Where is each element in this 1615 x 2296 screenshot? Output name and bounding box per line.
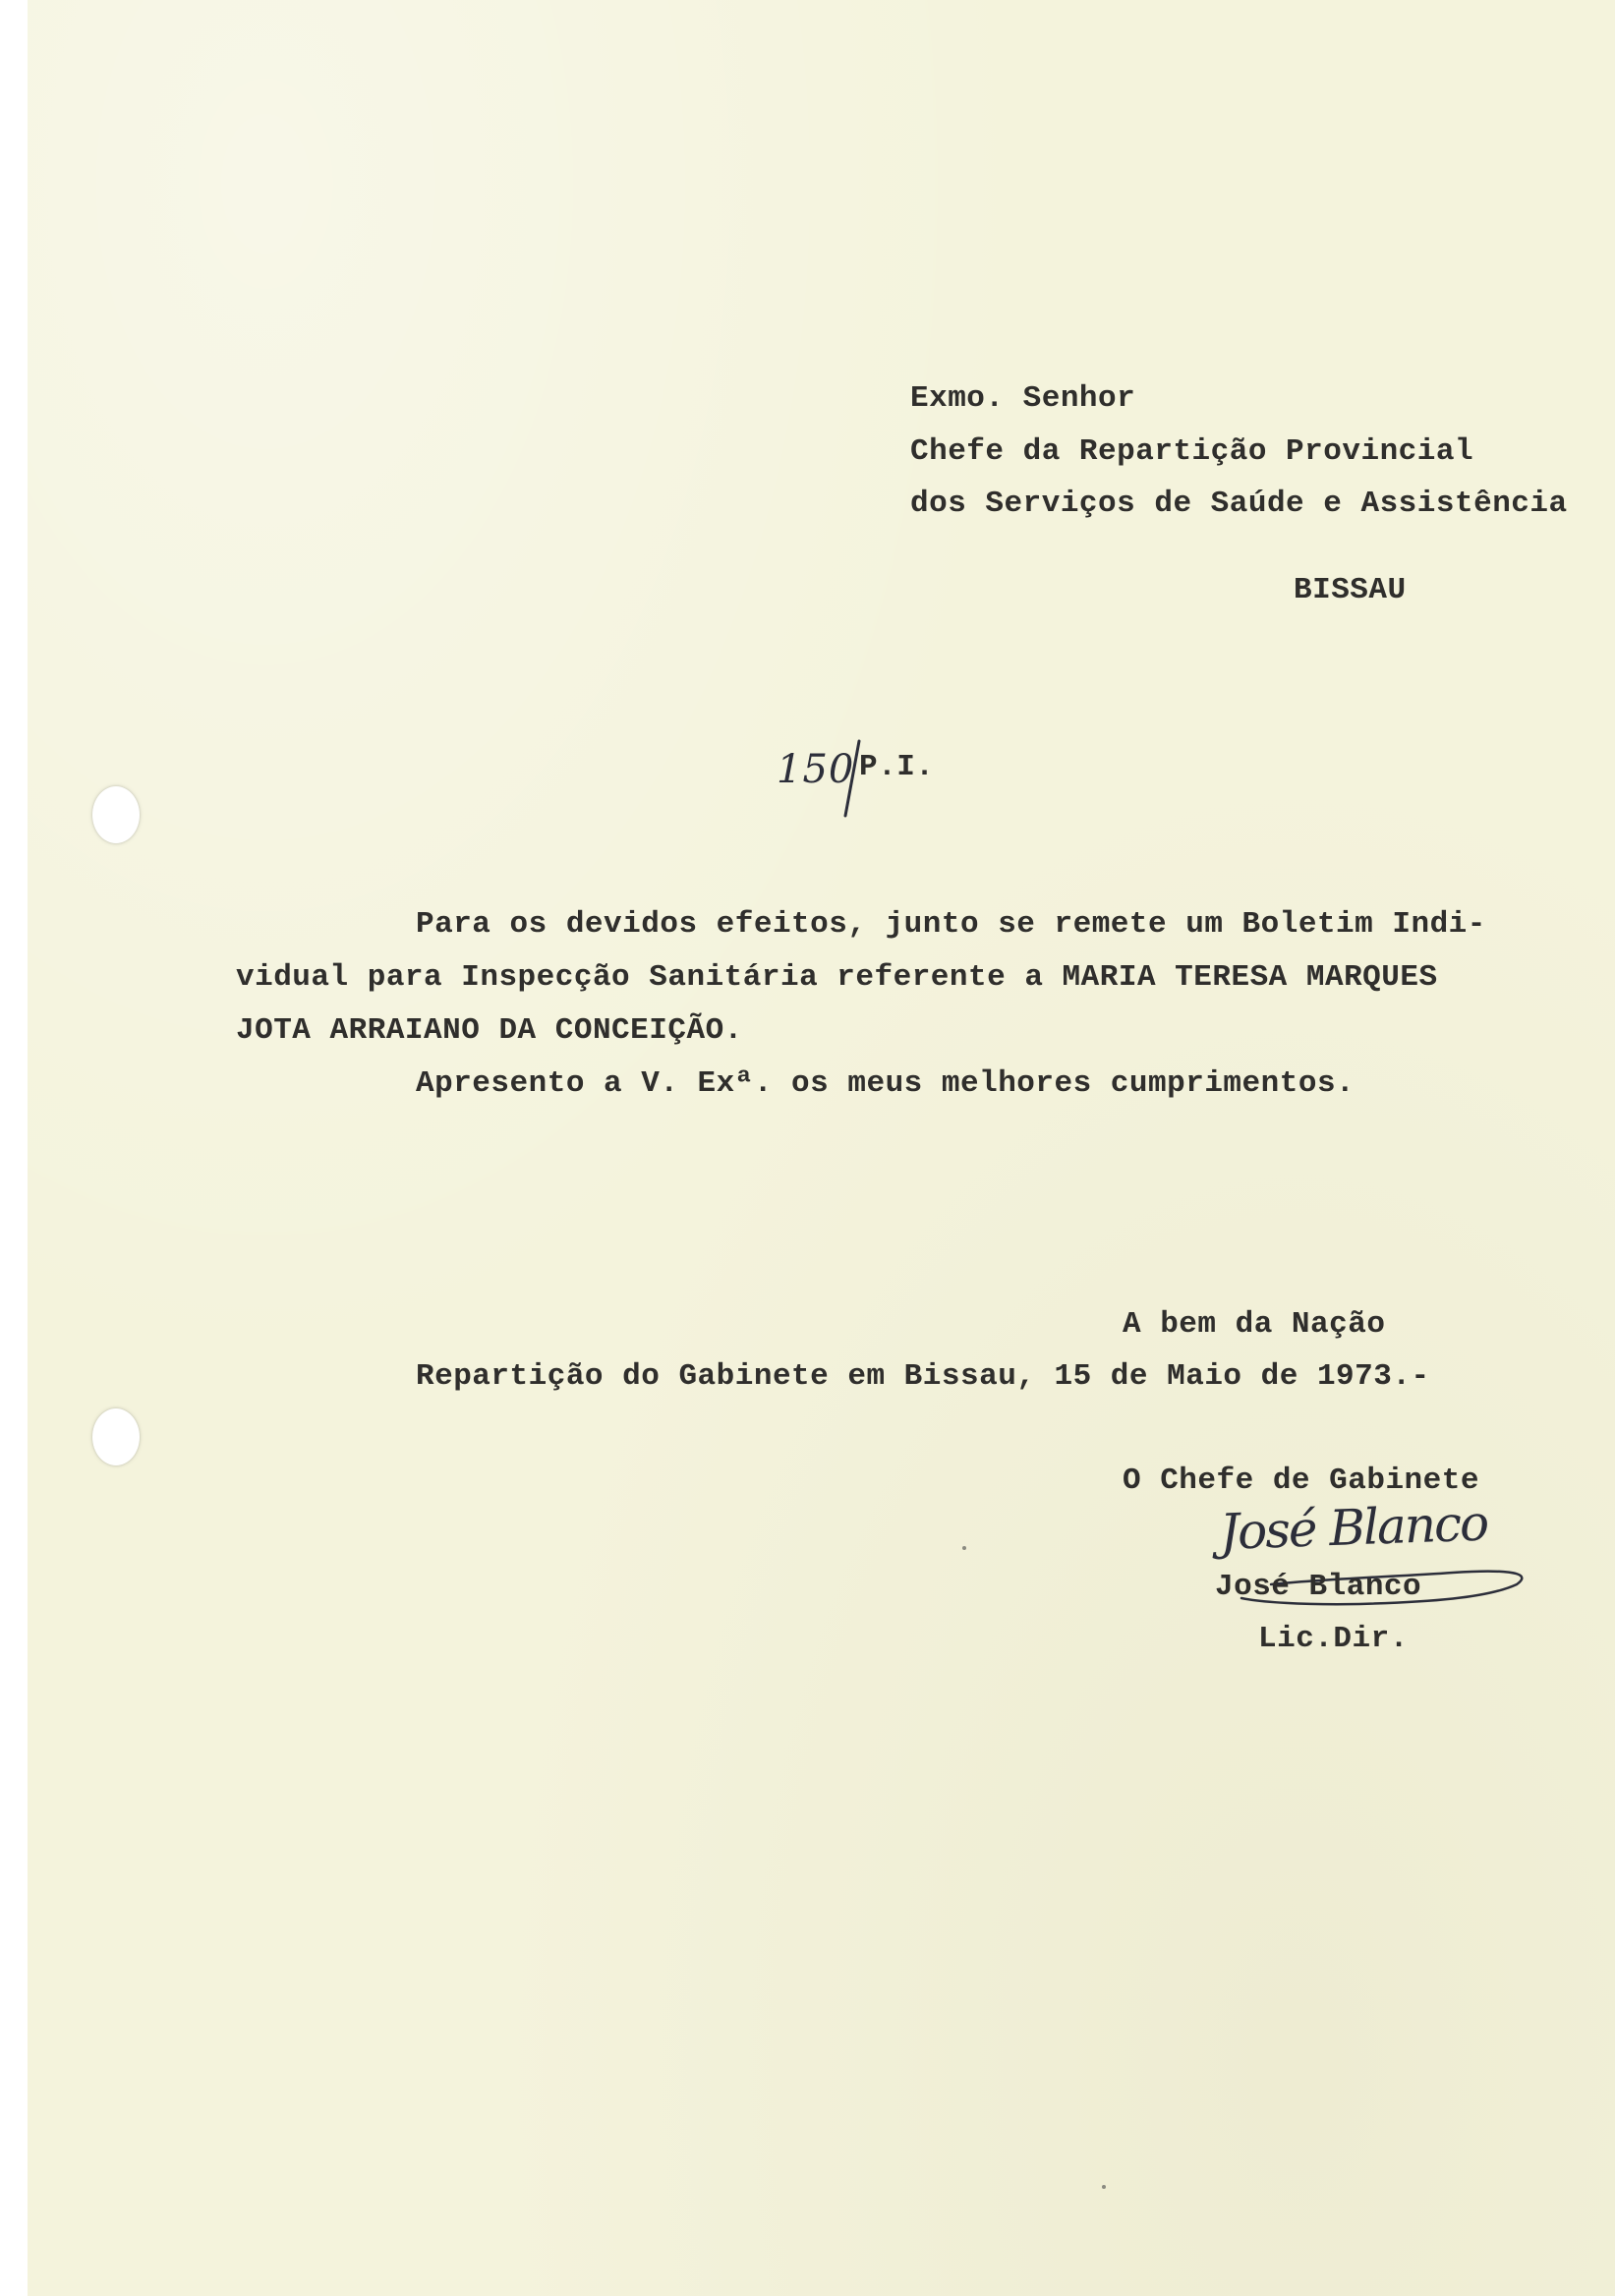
closing-signatory-title: O Chefe de Gabinete: [1123, 1464, 1479, 1498]
paper-sheet: [28, 0, 1615, 2296]
closing-place-date: Repartição do Gabinete em Bissau, 15 de Maio de 1973.-: [416, 1359, 1430, 1394]
paper-speck: [962, 1546, 966, 1550]
reference-suffix: P.I.: [859, 750, 935, 784]
punch-hole-bottom: [92, 1408, 140, 1465]
body-paragraph1-line1: Para os devidos efeitos, junto se remete um Boletim Indi-: [416, 907, 1486, 942]
addressee-department: dos Serviços de Saúde e Assistência: [910, 487, 1568, 521]
body-paragraph1-line2: vidual para Inspecção Sanitária referente a MARIA TERESA MARQUES: [236, 960, 1438, 995]
reference-number-handwritten: 150: [777, 747, 855, 792]
signatory-name: José Blanco: [1215, 1570, 1422, 1604]
signatory-credentials: Lic.Dir.: [1258, 1622, 1409, 1656]
paper-speck: [1102, 2185, 1106, 2189]
signature: José Blanco: [1219, 1494, 1488, 1561]
addressee-salutation: Exmo. Senhor: [910, 381, 1136, 416]
addressee-title: Chefe da Repartição Provincial: [910, 434, 1474, 469]
addressee-city: BISSAU: [1294, 573, 1407, 607]
closing-salutation: A bem da Nação: [1123, 1307, 1386, 1342]
body-paragraph2: Apresento a V. Exª. os meus melhores cumprimentos.: [416, 1066, 1355, 1101]
punch-hole-top: [92, 786, 140, 843]
body-paragraph1-line3: JOTA ARRAIANO DA CONCEIÇÃO.: [236, 1013, 743, 1048]
